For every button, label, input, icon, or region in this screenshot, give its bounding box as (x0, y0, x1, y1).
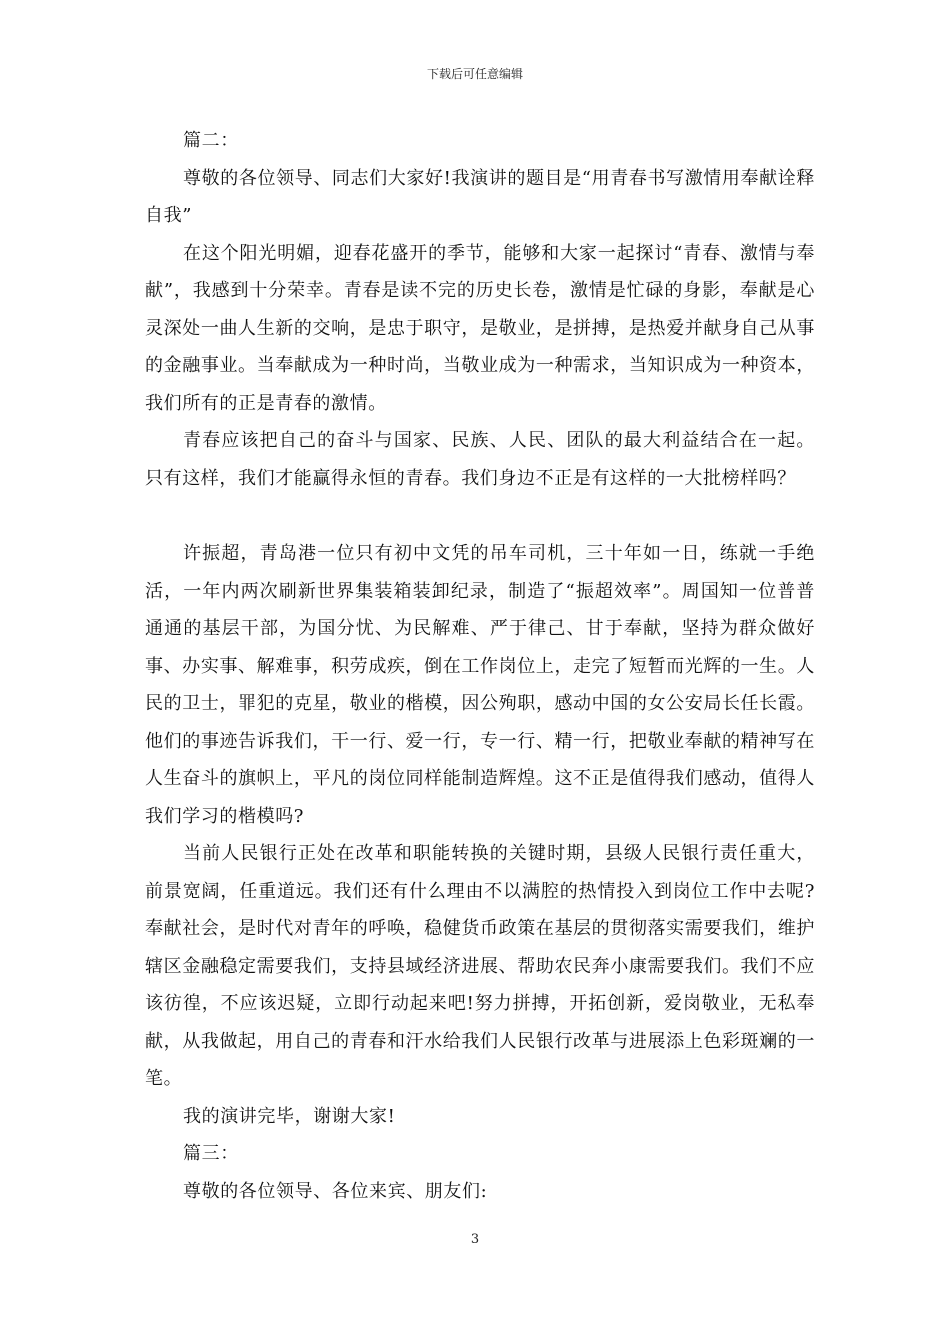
paragraph-spacer (145, 497, 815, 535)
greeting-paragraph: 尊敬的各位领导、各位来宾、朋友们: (183, 1180, 488, 1202)
body-paragraph: 许振超，青岛港一位只有初中文凭的吊车司机，三十年如一日，练就一手绝活，一年内两次刷新世界集装箱装卸纪录，制造了“振超效率”。周国知一位普普通通的基层干部，为国分忧、为民解难、严于律己、甘于奉献，坚持为群众做好事、办实事、解难事，积劳成疾，倒在工作岗位上，走完了短暂而光辉的一生。人民的卫士，罪犯的克星，敬业的楷模，因公殉职，感动中国的女公安局长任长霞。他们的事迹告诉我们，干一行、爱一行，专一行、精一行，把敬业奉献的精神写在人生奋斗的旗帜上，平凡的岗位同样能制造辉煌。这不正是值得我们感动，值得人我们学习的楷模吗? (145, 543, 815, 827)
section-heading-2: 篇二： (183, 130, 239, 151)
body-paragraph: 青春应该把自己的奋斗与国家、民族、人民、团队的最大利益结合在一起。只有这样，我们才能赢得永恒的青春。我们身边不正是有这样的一大批榜样吗？ (145, 430, 815, 489)
document-body (145, 122, 815, 1210)
page-header: 下载后可任意编辑 (426, 67, 523, 81)
closing-paragraph: 我的演讲完毕，谢谢大家! (183, 1105, 396, 1127)
greeting-paragraph: 尊敬的各位领导、同志们大家好!我演讲的题目是“用青春书写激情用奉献诠释自我” (145, 167, 815, 226)
body-paragraph: 在这个阳光明媚，迎春花盛开的季节，能够和大家一起探讨“青春、激情与奉献”，我感到十分荣幸。青春是读不完的历史长卷，激情是忙碌的身影，奉献是心灵深处一曲人生新的交响，是忠于职守，是敬业，是拼搏，是热爱并献身自己从事的金融事业。当奉献成为一种时尚，当敬业成为一种需求，当知识成为一种资本，我们所有的正是青春的激情。 (145, 242, 815, 414)
page-number: 3 (470, 1232, 480, 1247)
section-heading-3: 篇三： (183, 1143, 239, 1164)
body-paragraph: 当前人民银行正处在改革和职能转换的关键时期，县级人民银行责任重大，前景宽阔，任重道远。我们还有什么理由不以满腔的热情投入到岗位工作中去呢?奉献社会，是时代对青年的呼唤，稳健货币政策在基层的贯彻落实需要我们，维护辖区金融稳定需要我们，支持县域经济进展、帮助农民奔小康需要我们。我们不应该彷徨，不应该迟疑，立即行动起来吧!努力拼搏，开拓创新，爱岗敬业，无私奉献，从我做起，用自己的青春和汗水给我们人民银行改革与进展添上色彩斑斓的一笔。 (145, 843, 815, 1089)
